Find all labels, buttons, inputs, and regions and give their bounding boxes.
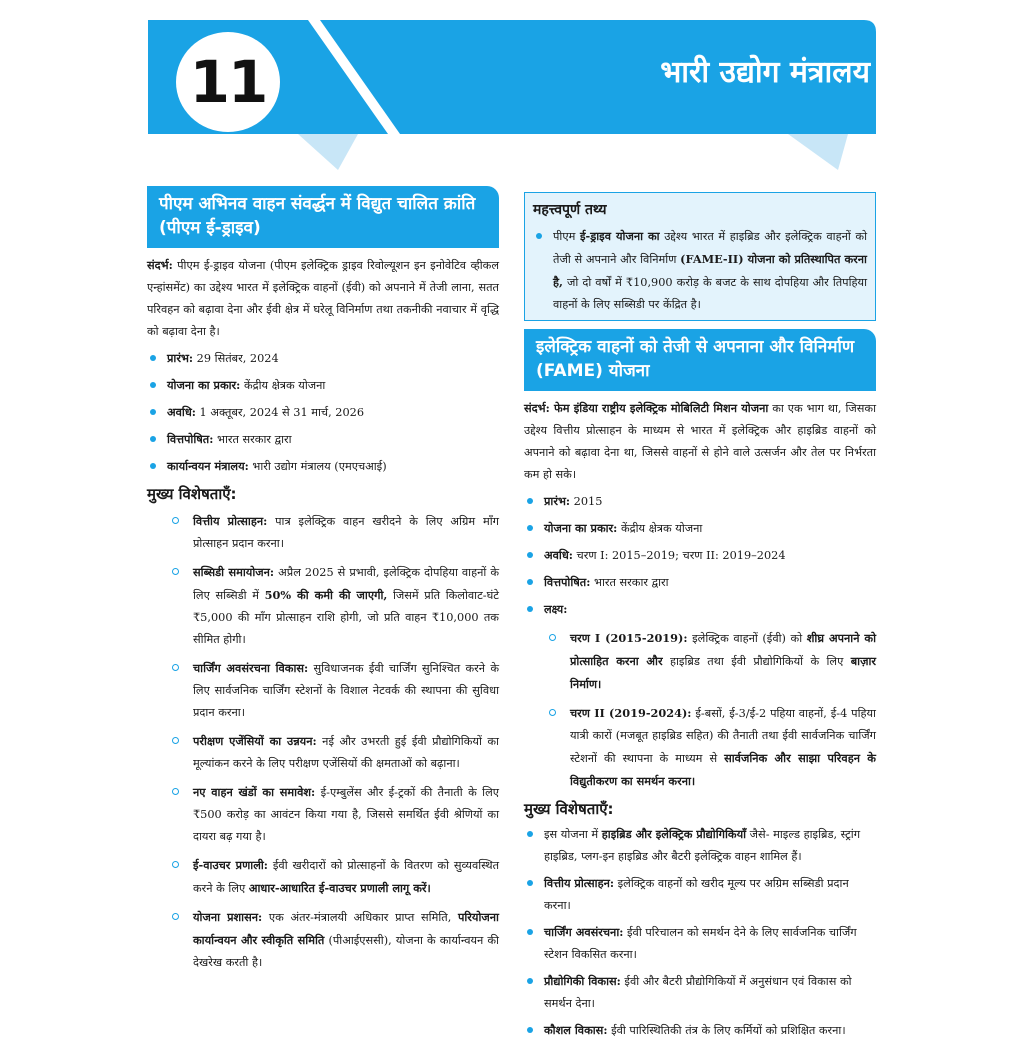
features-heading: मुख्य विशेषताएँ:: [147, 485, 237, 503]
list-item: अवधि: 1 अक्तूबर, 2024 से 31 मार्च, 2026: [147, 401, 499, 424]
list-item: नए वाहन खंडों का समावेश: ई-एम्बुलेंस और ई-ट्रकों की तैनाती के लिए ₹500 करोड़ का आवंटन किया गया है, जिससे समर्थित ईवी श्रेणियों का दायरा बढ़ गया है।: [171, 781, 499, 848]
list-item: कार्यान्वयन मंत्रालय: भारी उद्योग मंत्रालय (एमएचआई): [147, 455, 499, 478]
list-item: प्रौद्योगिकी विकास: ईवी और बैटरी प्रौद्योगिकियों में अनुसंधान एवं विकास को समर्थन देना।: [524, 970, 876, 1015]
banner-right-ribbon: [788, 134, 848, 170]
scheme-facts: [524, 490, 876, 621]
phases-list: [548, 627, 876, 793]
fact-box-title: महत्त्वपूर्ण तथ्य: [533, 202, 607, 218]
chapter-number: 11: [176, 32, 280, 132]
features-list: [524, 823, 876, 1042]
list-item: अवधि: चरण I: 2015–2019; चरण II: 2019–2024: [524, 544, 876, 567]
context-paragraph: संदर्भ: फेम इंडिया राष्ट्रीय इलेक्ट्रिक मोबिलिटी मिशन योजना का एक भाग था, जिसका उद्देश्य वित्तीय प्रोत्साहन के माध्यम से भारत में इलेक्ट्रिक और हाइब्रिड वाहनों को अपनाने को बढ़ावा देना था, जिससे वाहनों से होने वाले उत्सर्जन और तेल पर निर्भरता कम हो सके।: [524, 401, 876, 481]
scheme-facts: [147, 347, 499, 478]
list-item: पीएम ई-ड्राइव योजना का उद्देश्य भारत में हाइब्रिड और इलेक्ट्रिक वाहनों को तेजी से अपनाने और विनिर्माण (FAME-II) योजना को प्रतिस्थापित करना है, जो दो वर्षों में ₹10,900 करोड़ के बजट के साथ दोपहिया और तिपहिया वाहनों के लिए सब्सिडी पर केंद्रित है।: [533, 225, 867, 316]
chapter-title: भारी उद्योग मंत्रालय: [660, 55, 870, 90]
list-item: परीक्षण एजेंसियों का उन्नयन: नई और उभरती हुई ईवी प्रौद्योगिकियों का मूल्यांकन करने के लिए परीक्षण एजेंसियों की क्षमताओं को बढ़ाना।: [171, 730, 499, 775]
left-column: [147, 186, 499, 974]
list-item: चार्जिंग अवसंरचना: ईवी परिचालन को समर्थन देने के लिए सार्वजनिक चार्जिंग स्टेशन विकसित करना।: [524, 921, 876, 966]
list-item: योजना का प्रकार: केंद्रीय क्षेत्रक योजना: [524, 517, 876, 540]
list-item: चरण I (2015-2019): इलेक्ट्रिक वाहनों (ईवी) को शीघ्र अपनाने को प्रोत्साहित करना और हाइब्रिड तथा ईवी प्रौद्योगिकियों के लिए बाज़ार निर्माण।: [548, 627, 876, 696]
list-item: चरण II (2019-2024): ई-बसों, ई-3/ई-2 पहिया वाहनों, ई-4 पहिया यात्री कारों (मजबूत हाइब्रिड सहित) की तैनाती तथा ईवी सार्वजनिक चार्जिंग स्टेशनों की स्थापना के माध्यम से सार्वजनिक और साझा परिवहन के विद्युतीकरण का समर्थन करना।: [548, 702, 876, 793]
context-paragraph: संदर्भ: पीएम ई-ड्राइव योजना (पीएम इलेक्ट्रिक ड्राइव रिवोल्यूशन इन इनोवेटिव व्हीकल एन्हांसमेंट) का उद्देश्य भारत में इलेक्ट्रिक वाहनों (ईवी) को अपनाने में तेजी लाना, सतत परिवहन को बढ़ावा देना और ईवी क्षेत्र में घरेलू विनिर्माण तथा तकनीकी नवाचार में वृद्धि को बढ़ावा देना है।: [147, 258, 499, 338]
right-column: [524, 186, 876, 1042]
banner-left-ribbon: [298, 134, 358, 170]
list-item: ई-वाउचर प्रणाली: ईवी खरीदारों को प्रोत्साहनों के वितरण को सुव्यवस्थित करने के लिए आधार-आधारित ई-वाउचर प्रणाली लागू करें।: [171, 854, 499, 900]
list-item: वित्तीय प्रोत्साहन: पात्र इलेक्ट्रिक वाहन खरीदने के लिए अग्रिम माँग प्रोत्साहन प्रदान करना।: [171, 510, 499, 555]
features-heading: मुख्य विशेषताएँ:: [524, 800, 614, 818]
section-heading-fame: इलेक्ट्रिक वाहनों को तेजी से अपनाना और विनिर्माण (FAME) योजना: [524, 329, 876, 391]
list-item: वित्तपोषित: भारत सरकार द्वारा: [524, 571, 876, 594]
features-list: [171, 510, 499, 974]
list-item: कौशल विकास: ईवी पारिस्थितिकी तंत्र के लिए कर्मियों को प्रशिक्षित करना।: [524, 1019, 876, 1042]
list-item: वित्तीय प्रोत्साहन: इलेक्ट्रिक वाहनों को खरीद मूल्य पर अग्रिम सब्सिडी प्रदान करना।: [524, 872, 876, 917]
list-item: योजना प्रशासन: एक अंतर-मंत्रालयी अधिकार प्राप्त समिति, परियोजना कार्यान्वयन और स्वीकृति समिति (पीआईएससी), योजना के कार्यान्वयन की देखरेख करती है।: [171, 906, 499, 974]
list-item: चार्जिंग अवसंरचना विकास: सुविधाजनक ईवी चार्जिंग सुनिश्चित करने के लिए सार्वजनिक चार्जिंग स्टेशनों के विशाल नेटवर्क की स्थापना की सुविधा प्रदान करना।: [171, 657, 499, 724]
list-item: लक्ष्य:: [524, 598, 876, 621]
list-item: इस योजना में हाइब्रिड और इलेक्ट्रिक प्रौद्योगिकियाँ जैसे- माइल्ड हाइब्रिड, स्ट्रांग हाइब्रिड, प्लग-इन हाइब्रिड और बैटरी इलेक्ट्रिक वाहन शामिल हैं।: [524, 823, 876, 868]
important-facts-box: [524, 192, 876, 321]
list-item: सब्सिडी समायोजन: अप्रैल 2025 से प्रभावी, इलेक्ट्रिक दोपहिया वाहनों के लिए सब्सिडी में 50% की कमी की जाएगी, जिसमें प्रति किलोवाट-घंटे ₹5,000 की माँग प्रोत्साहन राशि होगी, जो प्रति वाहन ₹10,000 तक सीमित होगी।: [171, 561, 499, 651]
list-item: प्रारंभ: 29 सितंबर, 2024: [147, 347, 499, 370]
list-item: योजना का प्रकार: केंद्रीय क्षेत्रक योजना: [147, 374, 499, 397]
list-item: वित्तपोषित: भारत सरकार द्वारा: [147, 428, 499, 451]
list-item: प्रारंभ: 2015: [524, 490, 876, 513]
fact-box-list: [533, 225, 867, 316]
section-heading-pm-e-drive: पीएम अभिनव वाहन संवर्द्धन में विद्युत चालित क्रांति (पीएम ई-ड्राइव): [147, 186, 499, 248]
